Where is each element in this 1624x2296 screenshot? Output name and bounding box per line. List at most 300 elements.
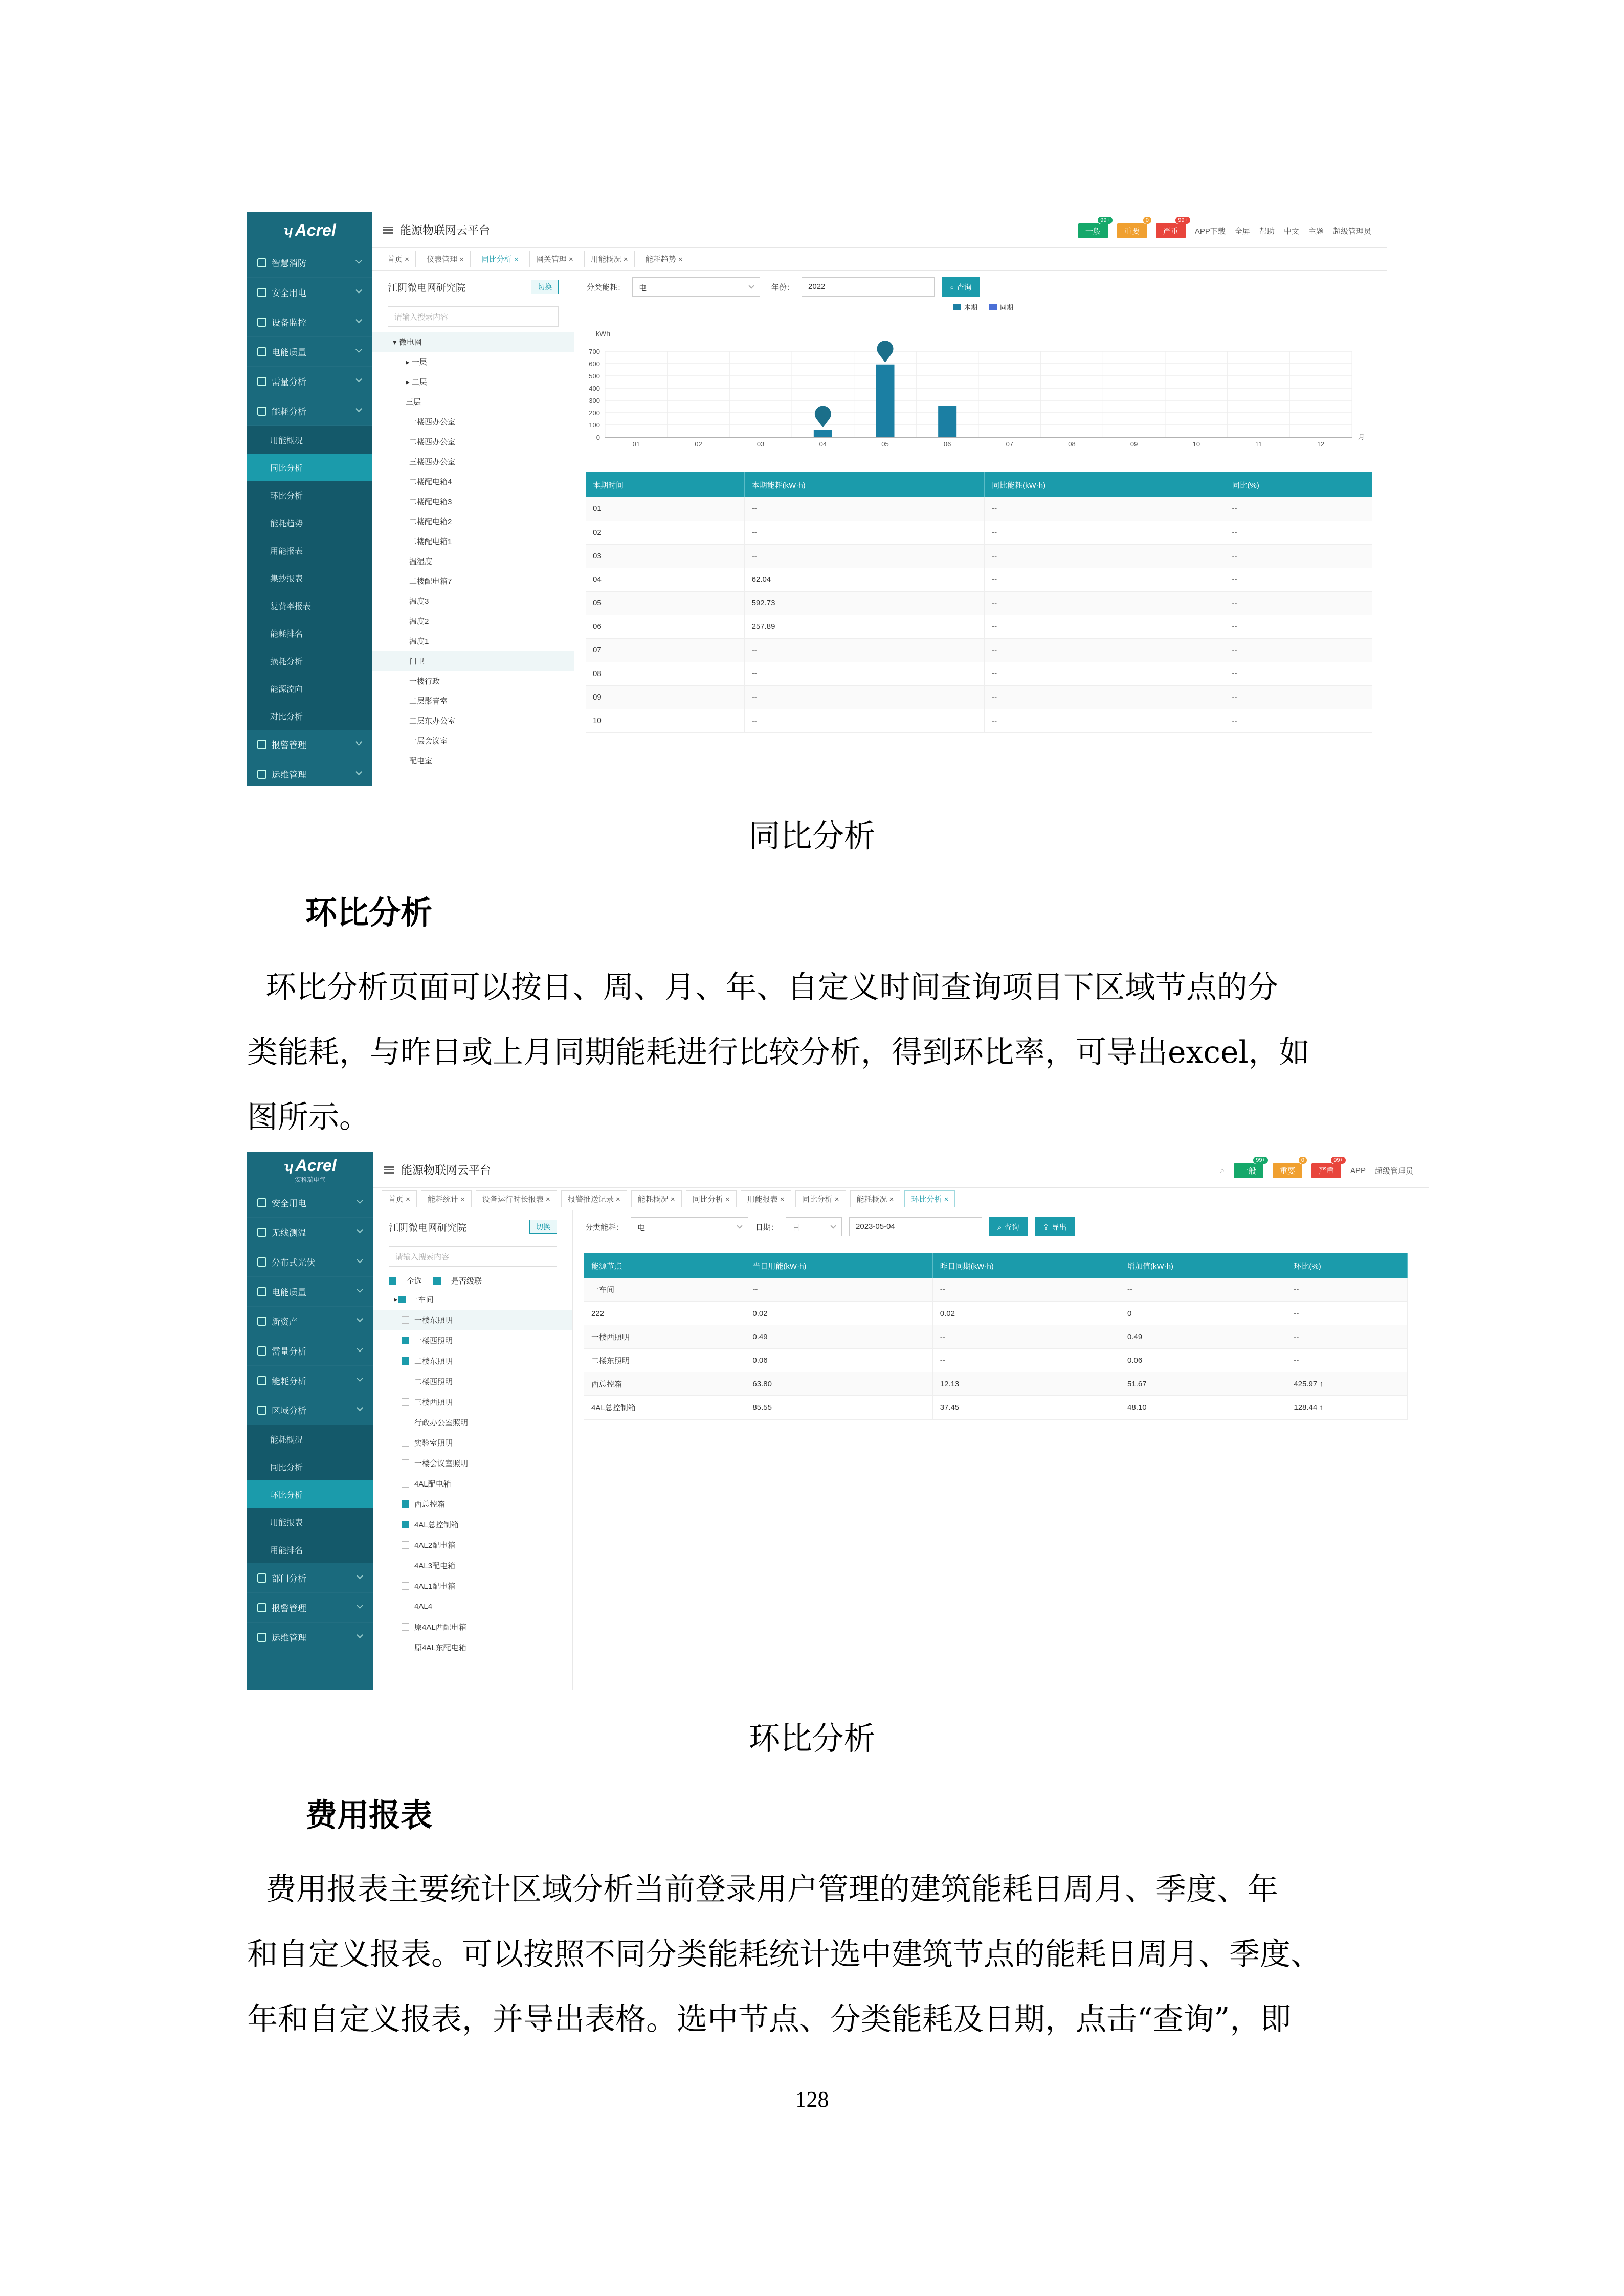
subnav-item[interactable]: 集抄报表 [247, 564, 372, 592]
table-cell: -- [1225, 662, 1372, 685]
nav-item[interactable] [247, 759, 372, 786]
nav-label: 无线测温 [272, 1228, 306, 1238]
top-link[interactable]: APP [1350, 1166, 1366, 1175]
tree-node[interactable] [373, 1596, 572, 1616]
tab[interactable]: 同比分析 × [686, 1190, 737, 1207]
table-row [586, 568, 1372, 591]
tree-checkbox[interactable] [402, 1419, 409, 1426]
date-picker[interactable]: 2023-05-04 [849, 1217, 982, 1236]
table-cell: -- [1225, 497, 1372, 521]
table-cell: -- [1225, 615, 1372, 638]
alarm-badge[interactable]: 一般 99+ [1234, 1163, 1263, 1178]
table-cell: 西总控箱 [584, 1372, 745, 1395]
main-panel [574, 271, 1387, 786]
table-cell: -- [744, 544, 984, 568]
mom-table [584, 1253, 1408, 1420]
nav-icon [257, 740, 266, 749]
nav-item[interactable] [247, 337, 372, 367]
nav-label: 新资产 [272, 1317, 298, 1327]
legend-swatch [953, 304, 961, 310]
y-axis-label: kWh [596, 329, 610, 337]
table-row [586, 591, 1372, 615]
table-cell: 0 [1120, 1301, 1286, 1325]
subnav-item[interactable]: 能耗概况 [247, 1425, 373, 1453]
nav-item[interactable] [247, 248, 372, 278]
tree-checkbox[interactable] [402, 1541, 409, 1549]
table-header-row [586, 472, 1372, 497]
tree-node[interactable] [373, 1371, 572, 1391]
tab[interactable]: 能耗统计 × [421, 1190, 472, 1207]
table-cell: 0.02 [745, 1301, 932, 1325]
tree-checkbox[interactable] [402, 1316, 409, 1324]
tree-node[interactable] [373, 1310, 572, 1330]
table-cell: 257.89 [744, 615, 984, 638]
tree-node[interactable] [373, 1616, 572, 1637]
table-cell: 08 [586, 662, 744, 685]
subnav-item[interactable]: 用能排名 [247, 1536, 373, 1563]
table-cell: 03 [586, 544, 744, 568]
tab[interactable]: 用能报表 × [741, 1190, 791, 1207]
tree-node[interactable] [372, 631, 574, 651]
table-cell: 128.44 ↑ [1286, 1395, 1408, 1419]
table-cell: 0.49 [745, 1325, 932, 1348]
section-heading-mom: 环比分析 [305, 894, 433, 931]
tab[interactable]: 环比分析 × [904, 1190, 955, 1207]
x-tick-label: 07 [1006, 440, 1014, 448]
subnav-item[interactable]: 用能报表 [247, 536, 372, 564]
table-cell: -- [1286, 1301, 1408, 1325]
switch-button[interactable]: 切换 [529, 1220, 557, 1234]
x-tick-label: 06 [943, 440, 951, 448]
subnav-item[interactable]: 用能概况 [247, 426, 372, 454]
table-row [586, 709, 1372, 732]
chevron-down-icon [355, 769, 362, 775]
tree-checkbox[interactable] [402, 1603, 409, 1610]
table-cell: -- [1225, 638, 1372, 662]
nav-label: 需量分析 [272, 377, 306, 387]
tree-node-label: 门卫 [409, 657, 425, 666]
table-row [586, 638, 1372, 662]
tab[interactable]: 能耗概况 × [850, 1190, 901, 1207]
table-cell: -- [985, 521, 1225, 544]
tree-search-input[interactable]: 请输入搜索内容 [388, 306, 559, 327]
table-cell: -- [1286, 1278, 1408, 1301]
tree-node[interactable] [372, 571, 574, 591]
y-tick-label: 100 [589, 421, 600, 429]
tree-checkbox[interactable] [402, 1439, 409, 1447]
nav-item[interactable] [247, 1188, 373, 1218]
nav-icon [257, 770, 266, 779]
paragraph-line: 环比分析页面可以按日、周、月、年、自定义时间查询项目下区域节点的分 [265, 970, 1278, 1005]
nav-label: 分布式光伏 [272, 1258, 315, 1268]
alarm-badge[interactable]: 一般 99+ [1078, 223, 1108, 238]
x-tick-label: 10 [1192, 440, 1200, 448]
nav-icon [257, 1406, 266, 1415]
table-row [584, 1395, 1408, 1419]
tree-checkbox[interactable] [402, 1378, 409, 1385]
date-label: 日期： [755, 1223, 779, 1232]
tree-node-label: 原4AL西配电箱 [414, 1623, 466, 1632]
tree-node[interactable] [372, 332, 574, 352]
nav-icon [257, 1376, 266, 1385]
tree-node-label: 温度2 [409, 617, 429, 626]
paragraph-mom [247, 955, 1386, 1150]
tree-node-label: 二楼配电箱4 [409, 478, 452, 486]
tree-node[interactable] [372, 671, 574, 691]
tree-node-label: 4AL配电箱 [414, 1479, 451, 1489]
table-cell: -- [744, 521, 984, 544]
tree-node-label: 二层东办公室 [409, 717, 456, 726]
top-link[interactable]: 中文 [1283, 227, 1299, 236]
nav-item[interactable] [247, 1218, 373, 1247]
tree-node[interactable] [372, 372, 574, 392]
tree-node-label: 二楼配电箱2 [409, 517, 452, 526]
tree-checkbox[interactable] [402, 1500, 409, 1508]
x-axis-label: 月 [1358, 433, 1365, 441]
tree-node[interactable] [372, 392, 574, 412]
x-tick-label: 02 [695, 440, 702, 448]
switch-button[interactable]: 切换 [531, 280, 559, 294]
subnav-item[interactable]: 用能报表 [247, 1508, 373, 1536]
table-cell: 51.67 [1120, 1372, 1286, 1395]
y-tick-label: 600 [589, 360, 600, 368]
yoy-bar-chart [574, 300, 1387, 454]
tree-node-label: 4AL总控制箱 [414, 1520, 459, 1529]
y-tick-label: 300 [589, 397, 600, 404]
logo: ʮ Acrel 安科瑞电气 [284, 1156, 337, 1183]
column-header: 同比能耗(kW·h) [985, 472, 1225, 497]
tree-panel [372, 271, 574, 786]
tree-panel [373, 1210, 573, 1690]
logo: ʮ Acrel [283, 220, 336, 239]
nav-item[interactable] [247, 396, 372, 426]
tree-node[interactable] [372, 611, 574, 631]
tree-node[interactable] [373, 1432, 572, 1453]
column-header: 本期时间 [586, 472, 744, 497]
tree-node-label: ▸ 二层 [406, 378, 427, 387]
top-link[interactable]: APP下载 [1194, 227, 1226, 236]
nav-icon [257, 258, 266, 267]
table-cell: -- [985, 662, 1225, 685]
chevron-down-icon [357, 1375, 363, 1382]
nav-item[interactable] [247, 367, 372, 396]
alarm-badge[interactable]: 重要 0 [1273, 1163, 1302, 1178]
table-cell: -- [1120, 1278, 1286, 1301]
table-row [586, 615, 1372, 638]
yoy-table [586, 472, 1372, 733]
table-row [584, 1278, 1408, 1301]
tree-node[interactable] [373, 1391, 572, 1412]
tree-node-label: 西总控箱 [414, 1500, 446, 1509]
tree-checkbox[interactable] [402, 1398, 409, 1406]
table-cell: -- [985, 591, 1225, 615]
nav-item[interactable] [247, 1336, 373, 1366]
y-tick-label: 0 [596, 434, 600, 441]
tab[interactable]: 能耗概况 × [631, 1190, 682, 1207]
nav-item[interactable] [247, 1247, 373, 1277]
tree-node[interactable] [372, 591, 574, 611]
category-select[interactable]: 电 [632, 277, 760, 297]
alarm-badge[interactable]: 严重 99+ [1156, 223, 1186, 238]
nav-item[interactable] [247, 1395, 373, 1425]
table-cell: -- [985, 615, 1225, 638]
table-row [586, 497, 1372, 521]
column-header: 昨日同期(kW·h) [932, 1253, 1120, 1278]
tree-node[interactable] [372, 691, 574, 711]
table-cell: -- [985, 497, 1225, 521]
paragraph-line: 年和自定义报表，并导出表格。选中节点、分类能耗及日期，点击“查询”，即 [247, 2001, 1292, 2037]
search-icon[interactable]: ⌕ [1220, 1166, 1225, 1175]
tab[interactable]: 用能概况 × [584, 251, 635, 267]
cascade-label: 是否级联 [451, 1276, 482, 1286]
tab[interactable]: 首页 × [381, 251, 416, 267]
year-picker[interactable]: 2022 [802, 277, 935, 297]
subnav-item[interactable]: 对比分析 [247, 702, 372, 730]
table-row [584, 1348, 1408, 1372]
table-cell: -- [1225, 709, 1372, 732]
tab[interactable]: 首页 × [382, 1190, 417, 1207]
subnav-item[interactable]: 能耗排名 [247, 619, 372, 647]
check-all-label: 全选 [407, 1276, 422, 1286]
table-cell: 一楼西照明 [584, 1325, 745, 1348]
nav-item[interactable] [247, 1366, 373, 1395]
x-tick-label: 12 [1317, 440, 1325, 448]
column-header: 本期能耗(kW·h) [744, 472, 984, 497]
tree-node[interactable] [372, 412, 574, 432]
tree-checkbox[interactable] [398, 1296, 406, 1303]
main-panel [573, 1210, 1429, 1690]
x-tick-label: 05 [881, 440, 889, 448]
tree-node-label: 4AL2配电箱 [414, 1541, 456, 1550]
table-cell: 二楼东照明 [584, 1348, 745, 1372]
nav-icon [257, 1287, 266, 1296]
table-cell: -- [1225, 544, 1372, 568]
table-cell: 一车间 [584, 1278, 745, 1301]
column-header: 能源节点 [584, 1253, 745, 1278]
nav-item[interactable] [247, 1593, 373, 1623]
table-cell: 0.49 [1120, 1325, 1286, 1348]
category-select[interactable]: 电 [631, 1217, 748, 1236]
nav-item[interactable] [247, 1623, 373, 1652]
tree-node[interactable] [372, 471, 574, 491]
table-cell: -- [744, 662, 984, 685]
top-link[interactable]: 全屏 [1234, 227, 1250, 236]
tree-node[interactable] [373, 1289, 572, 1310]
chevron-down-icon [357, 1602, 363, 1609]
expand-icon[interactable]: ▸ [394, 1295, 398, 1304]
tree-checkbox[interactable] [402, 1480, 409, 1488]
table-row [586, 685, 1372, 709]
tab[interactable]: 同比分析 × [475, 251, 525, 267]
tree-node-label: 二楼西照明 [414, 1377, 453, 1386]
subnav-item[interactable]: 能源流向 [247, 674, 372, 702]
tree-node[interactable] [373, 1412, 572, 1432]
chevron-down-icon [355, 317, 362, 323]
table-cell: -- [985, 709, 1225, 732]
subnav-item[interactable]: 环比分析 [247, 481, 372, 509]
nav-item[interactable] [247, 1307, 373, 1336]
tree-node[interactable] [372, 531, 574, 551]
tree-node-label: 一层会议室 [409, 737, 448, 746]
tree-node-label: 原4AL东配电箱 [414, 1643, 466, 1652]
chevron-down-icon [357, 1572, 363, 1579]
subnav-item[interactable]: 复费率报表 [247, 592, 372, 619]
table-row [584, 1372, 1408, 1395]
tab-bar [372, 248, 1387, 271]
table-cell: -- [744, 709, 984, 732]
nav-label: 区域分析 [272, 1406, 306, 1416]
tree-node[interactable] [373, 1494, 572, 1514]
tree-checkbox[interactable] [402, 1562, 409, 1569]
tree-checkbox[interactable] [402, 1337, 409, 1344]
tree-node[interactable] [372, 452, 574, 471]
y-tick-label: 400 [589, 385, 600, 392]
tab[interactable]: 设备运行时长报表 × [476, 1190, 557, 1207]
tree-node[interactable] [372, 711, 574, 731]
tree-node[interactable] [372, 551, 574, 571]
tree-node[interactable] [373, 1637, 572, 1657]
top-link[interactable]: 帮助 [1259, 227, 1275, 236]
chevron-down-icon [355, 739, 362, 746]
tree-node-label: 一楼行政 [409, 677, 440, 686]
figure-caption-1: 同比分析 [748, 817, 876, 854]
tab[interactable]: 仪表管理 × [420, 251, 471, 267]
tree-node-label: 一楼东照明 [414, 1316, 453, 1325]
table-cell: 04 [586, 568, 744, 591]
nav-icon [257, 407, 266, 416]
nav-item[interactable] [247, 1563, 373, 1593]
nav-icon [257, 1228, 266, 1237]
figure-caption-2: 环比分析 [748, 1720, 876, 1757]
chevron-down-icon [357, 1405, 363, 1411]
alarm-badge[interactable]: 严重 99+ [1311, 1163, 1341, 1178]
nav-item[interactable] [247, 730, 372, 759]
top-link[interactable]: 超级管理员 [1374, 1167, 1413, 1176]
tab[interactable]: 同比分析 × [795, 1190, 846, 1207]
export-button[interactable]: ⇪ 导出 [1035, 1217, 1075, 1236]
tree-node[interactable] [373, 1330, 572, 1350]
paragraph-line: 类能耗，与昨日或上月同期能耗进行比较分析，得到环比率，可导出excel，如 [247, 1034, 1310, 1070]
chevron-down-icon [355, 346, 362, 353]
tree-node-label: 三楼西办公室 [409, 458, 456, 466]
table-cell: 09 [586, 685, 744, 709]
query-button[interactable]: ⌕ 查询 [989, 1217, 1028, 1236]
cascade-checkbox[interactable] [433, 1277, 441, 1285]
menu-icon[interactable] [384, 1166, 394, 1174]
alarm-count: 99+ [1097, 216, 1113, 224]
alarm-badge[interactable]: 重要 0 [1117, 223, 1147, 238]
tree-checkbox[interactable] [402, 1582, 409, 1590]
tree-node[interactable] [373, 1350, 572, 1371]
table-cell: -- [932, 1348, 1120, 1372]
paragraph-line: 图所示。 [247, 1099, 370, 1135]
table-cell: -- [932, 1278, 1120, 1301]
nav-item[interactable] [247, 1277, 373, 1307]
x-tick-label: 04 [819, 440, 827, 448]
nav-label: 智慧消防 [272, 259, 306, 268]
nav-label: 报警管理 [272, 1604, 306, 1613]
tree-node[interactable] [372, 511, 574, 531]
check-all-checkbox[interactable] [389, 1277, 396, 1285]
chevron-down-icon [357, 1286, 363, 1293]
top-link[interactable]: 超级管理员 [1332, 227, 1371, 236]
table-cell: -- [1225, 685, 1372, 709]
tree-node[interactable] [372, 432, 574, 452]
nav-item[interactable] [247, 278, 372, 307]
table-cell: 07 [586, 638, 744, 662]
tree-node-label: 行政办公室照明 [414, 1418, 469, 1427]
tree-search-input[interactable]: 请输入搜索内容 [389, 1246, 557, 1267]
nav-item[interactable] [247, 307, 372, 337]
tab[interactable]: 报警推送记录 × [561, 1190, 627, 1207]
tree-node[interactable] [373, 1473, 572, 1494]
tree-node[interactable] [373, 1514, 572, 1535]
alarm-count: 0 [1298, 1156, 1307, 1164]
tree-node[interactable] [373, 1535, 572, 1555]
tree-node[interactable] [373, 1453, 572, 1473]
tree-title: 江阴微电网研究院 [389, 1222, 467, 1233]
table-cell: -- [744, 638, 984, 662]
nav-icon [257, 347, 266, 356]
tree-node[interactable] [372, 491, 574, 511]
tree-checkbox[interactable] [402, 1357, 409, 1365]
alarm-count: 99+ [1253, 1156, 1269, 1164]
tree-node[interactable] [373, 1555, 572, 1575]
table-cell: 06 [586, 615, 744, 638]
tree-node-label: 配电室 [409, 757, 433, 766]
nav-icon [257, 1603, 266, 1612]
menu-icon[interactable] [383, 227, 393, 234]
tree-checkbox[interactable] [402, 1459, 409, 1467]
tree-checkbox[interactable] [402, 1644, 409, 1651]
table-cell: 85.55 [745, 1395, 932, 1419]
tree-checkbox[interactable] [402, 1623, 409, 1631]
subnav-item[interactable]: 同比分析 [247, 454, 372, 481]
paragraph-line: 和自定义报表。可以按照不同分类能耗统计选中建筑节点的能耗日周月、季度、 [247, 1937, 1321, 1972]
subnav-item[interactable]: 环比分析 [247, 1480, 373, 1508]
nav-icon [257, 288, 266, 297]
tab[interactable]: 网关管理 × [529, 251, 580, 267]
nav-label: 安全用电 [272, 1199, 306, 1208]
nav-icon [257, 1198, 266, 1207]
date-unit-select[interactable]: 日 [786, 1217, 842, 1236]
query-button[interactable]: ⌕ 查询 [942, 277, 980, 297]
table-cell: 48.10 [1120, 1395, 1286, 1419]
subnav-item[interactable]: 能耗趋势 [247, 509, 372, 536]
tree-node[interactable] [372, 731, 574, 751]
top-bar [373, 1152, 1429, 1188]
nav-label: 电能质量 [272, 348, 306, 357]
y-tick-label: 700 [589, 348, 600, 355]
tree-node[interactable] [372, 651, 574, 671]
subnav-item[interactable]: 同比分析 [247, 1453, 373, 1480]
tab[interactable]: 能耗趋势 × [639, 251, 689, 267]
top-link[interactable]: 主题 [1308, 227, 1324, 236]
table-cell: 592.73 [744, 591, 984, 615]
table-cell: 425.97 ↑ [1286, 1372, 1408, 1395]
tree-checkbox[interactable] [402, 1521, 409, 1528]
tree-node[interactable] [372, 751, 574, 771]
sidebar [247, 1152, 373, 1690]
page-number: 128 [795, 2087, 829, 2112]
table-cell: -- [985, 544, 1225, 568]
chevron-down-icon [357, 1227, 363, 1233]
tree-node[interactable] [373, 1575, 572, 1596]
tree-node[interactable] [372, 352, 574, 372]
subnav-item[interactable]: 损耗分析 [247, 647, 372, 674]
tree-node-label: 一车间 [410, 1295, 434, 1304]
legend-swatch [989, 304, 997, 310]
